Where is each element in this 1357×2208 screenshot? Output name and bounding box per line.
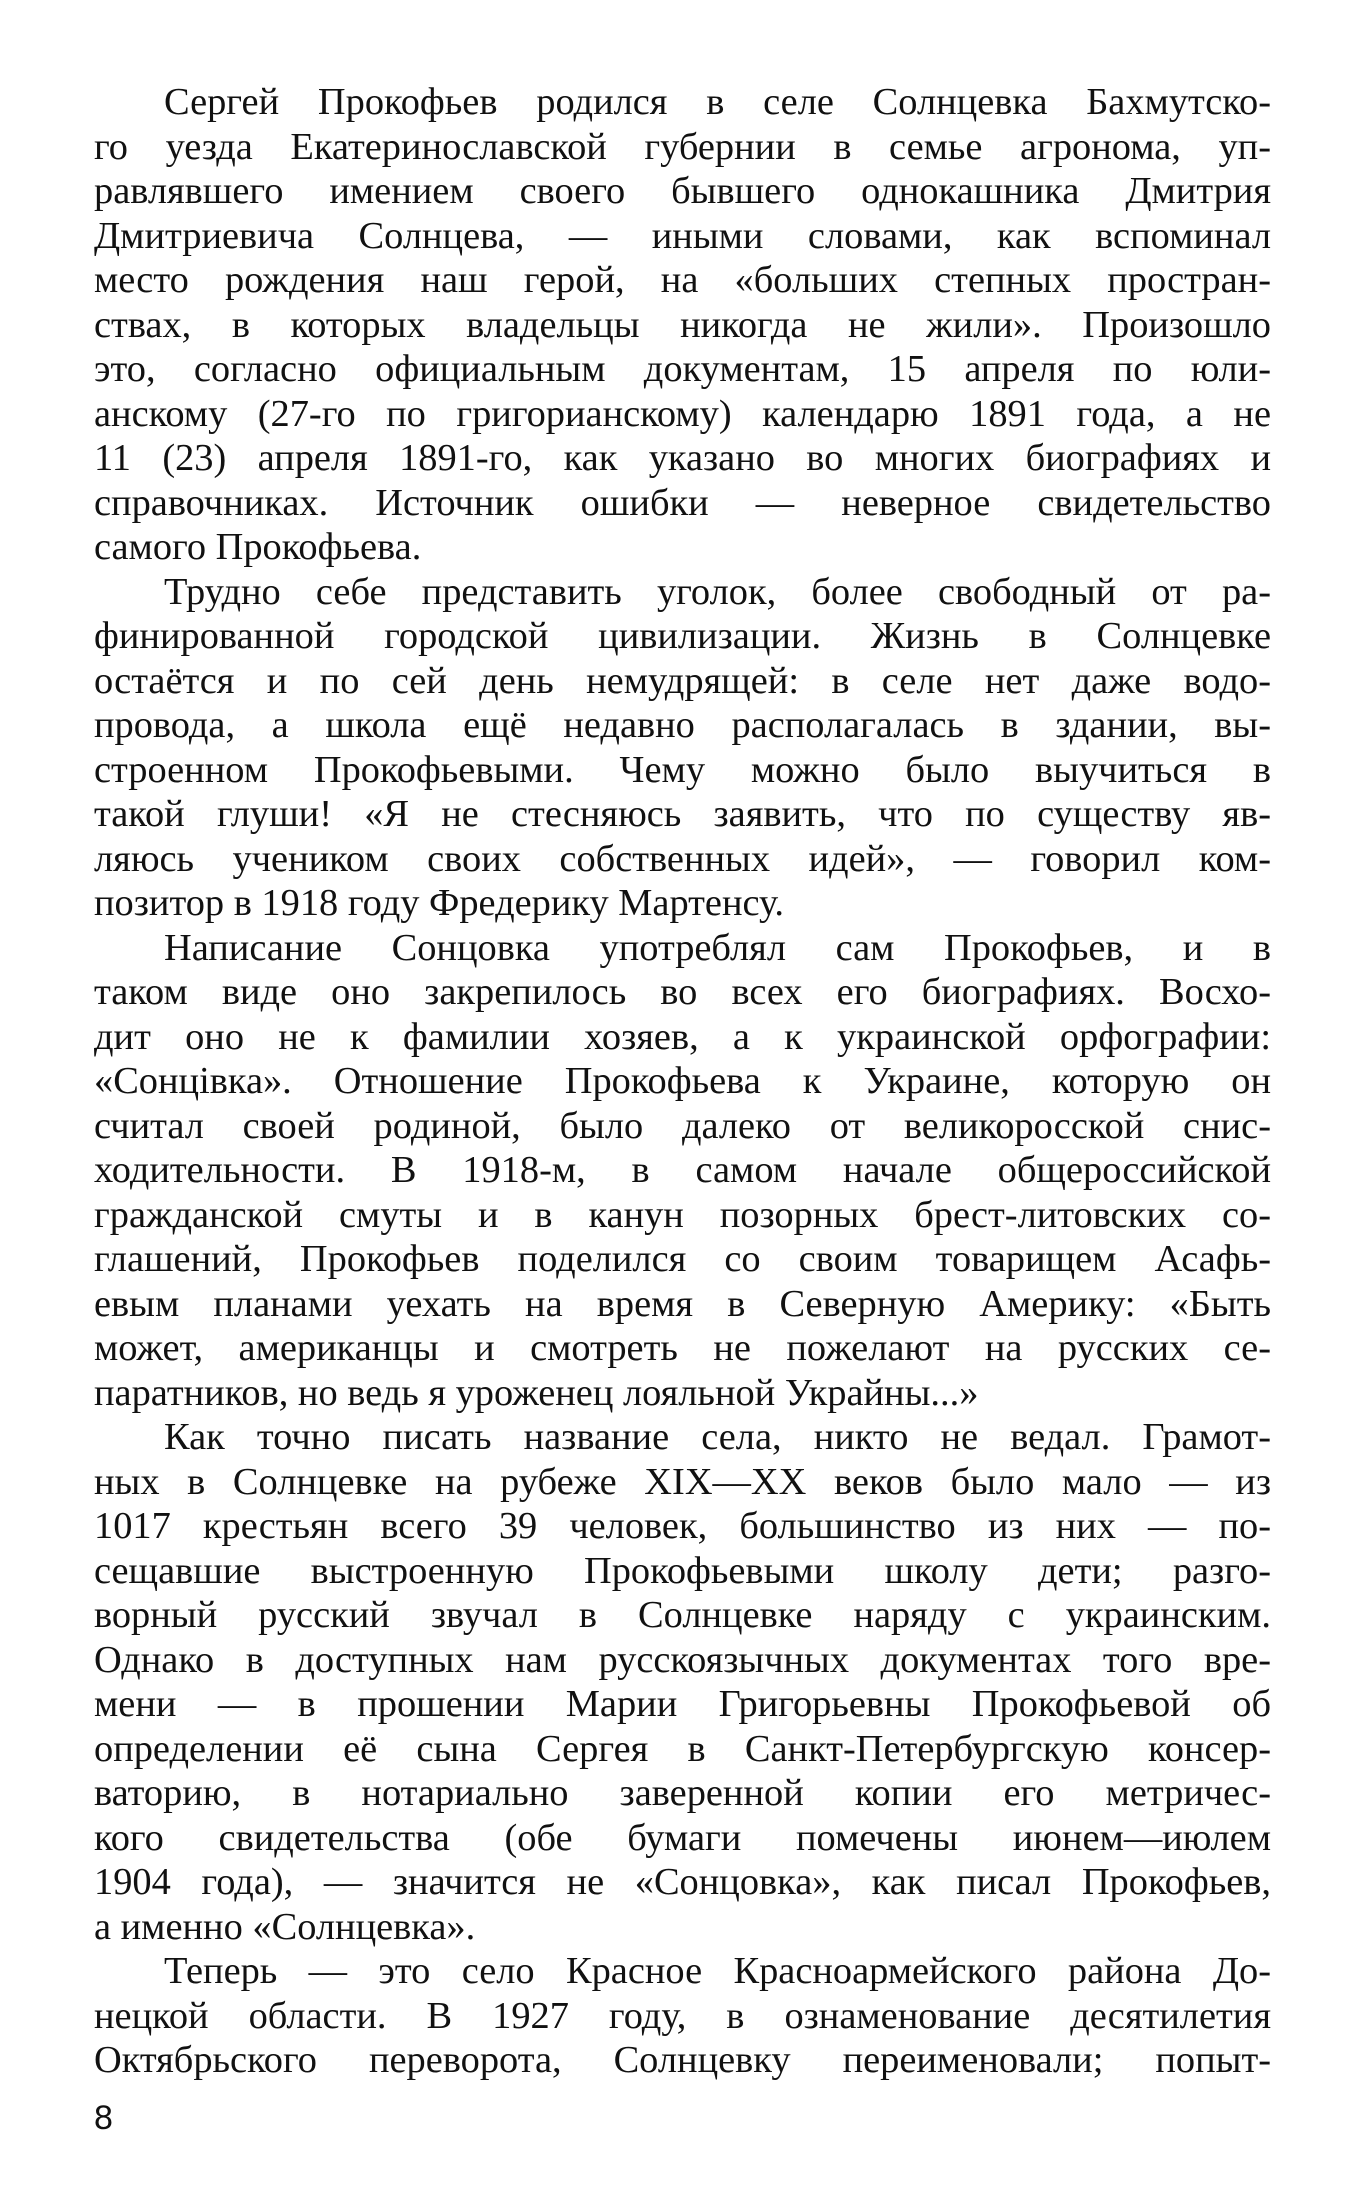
text-line: Дмитриевича Солнцева, — иными словами, как вспоминал	[94, 214, 1271, 257]
paragraph-3	[94, 926, 1271, 1416]
text-line: паратников, но ведь я уроженец лояльной Украйны...»	[94, 1371, 979, 1414]
text-line: Октябрьского переворота, Солнцевку переименовали; попыт-	[94, 2039, 1271, 2081]
text-line: Теперь — это село Красное Красноармейского района До-	[164, 1950, 1271, 1992]
text-line: глашений, Прокофьев поделился со своим товарищем Асафь-	[94, 1238, 1271, 1280]
text-line: ваторию, в нотариально заверенной копии его метричес-	[94, 1772, 1271, 1814]
text-line: такой глуши! «Я не стесняюсь заявить, что по существу яв-	[94, 793, 1271, 835]
text-line: Сергей Прокофьев родился в селе Солнцевка Бахмутско-	[164, 81, 1271, 123]
text-line: Однако в доступных нам русскоязычных документах того вре-	[94, 1638, 1271, 1681]
text-line: ствах, в которых владельцы никогда не жили». Произошло	[94, 303, 1271, 346]
page-number: 8	[94, 2099, 113, 2137]
text-line: самого Прокофьева.	[94, 526, 422, 568]
text-line: а именно «Солнцевка».	[94, 1905, 476, 1948]
text-line: 11 (23) апреля 1891-го, как указано во многих биографиях и	[94, 437, 1271, 479]
text-line: это, согласно официальным документам, 15 апреля по юли-	[94, 348, 1271, 390]
text-line: финированной городской цивилизации. Жизнь в Солнцевке	[94, 615, 1271, 657]
text-line: сещавшие выстроенную Прокофьевыми школу дети; разго-	[94, 1549, 1271, 1592]
page-body	[94, 80, 1271, 2083]
text-line: евым планами уехать на время в Северную Америку: «Быть	[94, 1282, 1271, 1325]
paragraph-1	[94, 80, 1271, 570]
text-line: ляюсь учеником своих собственных идей», — говорил ком-	[94, 837, 1271, 880]
text-line: 1017 крестьян всего 39 человек, большинство из них — по-	[94, 1505, 1271, 1547]
text-line: строенном Прокофьевыми. Чему можно было выучиться в	[94, 748, 1271, 791]
text-line: равлявшего имением своего бывшего однокашника Дмитрия	[94, 170, 1271, 212]
text-line: ходительности. В 1918-м, в самом начале общероссийской	[94, 1149, 1271, 1191]
paragraph-4	[94, 1415, 1271, 1949]
text-line: справочниках. Источник ошибки — неверное свидетельство	[94, 481, 1271, 524]
text-line: считал своей родиной, было далеко от великоросской снис-	[94, 1104, 1271, 1147]
text-line: может, американцы и смотреть не пожелают на русских се-	[94, 1327, 1271, 1369]
text-line: анскому (27-го по григорианскому) календарю 1891 года, а не	[94, 392, 1271, 435]
text-line: мени — в прошении Марии Григорьевны Прокофьевой об	[94, 1683, 1271, 1725]
text-line: 1904 года), — значится не «Сонцовка», как писал Прокофьев,	[94, 1861, 1271, 1903]
text-line: определении её сына Сергея в Санкт-Петербургскую консер-	[94, 1727, 1271, 1770]
text-line: дит оно не к фамилии хозяев, а к украинской орфографии:	[94, 1015, 1271, 1058]
text-line: гражданской смуты и в канун позорных брест-литовских со-	[94, 1193, 1271, 1236]
paragraph-2	[94, 570, 1271, 926]
text-line: кого свидетельства (обе бумаги помечены июнем—июлем	[94, 1816, 1271, 1859]
text-line: го уезда Екатеринославской губернии в семье агронома, уп-	[94, 125, 1271, 168]
text-line: таком виде оно закрепилось во всех его биографиях. Восхо-	[94, 971, 1271, 1013]
text-line: Написание Сонцовка употреблял сам Прокофьев, и в	[164, 926, 1271, 969]
text-line: ворный русский звучал в Солнцевке наряду с украинским.	[94, 1594, 1271, 1636]
text-line: место рождения наш герой, на «больших степных простран-	[94, 259, 1271, 301]
text-line: провода, а школа ещё недавно располагалась в здании, вы-	[94, 704, 1271, 746]
text-line: ных в Солнцевке на рубеже XIX—XX веков было мало — из	[94, 1460, 1271, 1503]
text-line: нецкой области. В 1927 году, в ознаменование десятилетия	[94, 1994, 1271, 2037]
text-line: «Сонцівка». Отношение Прокофьева к Украине, которую он	[94, 1060, 1271, 1102]
text-line: позитор в 1918 году Фредерику Мартенсу.	[94, 882, 784, 924]
text-line: остаётся и по сей день немудрящей: в селе нет даже водо-	[94, 659, 1271, 702]
text-line: Трудно себе представить уголок, более свободный от ра-	[164, 570, 1271, 613]
text-line: Как точно писать название села, никто не ведал. Грамот-	[164, 1416, 1271, 1458]
paragraph-5	[94, 1949, 1271, 2083]
